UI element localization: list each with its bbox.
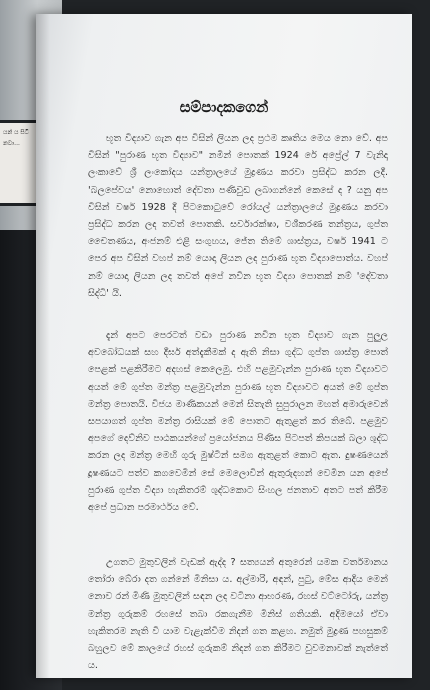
background-book-label: යන් ය සිටි නවා... [0, 120, 52, 206]
book-page [36, 14, 412, 678]
paragraph-3: උගතට මුතුවලින් වැඩක් ඇද්ද ? සත්‍යයන් අතුරෙන් යමක වර්තමානය තෝරා බේරා දත ගන්නේ මිනිසා ය. අල්මාරි, අඳන්, පුටු, මේස ආදිය මෙන් නොව රන් මිණි මුතුවලින් සඳන ලද වටිනා ආභරණ, රහස් වට්ටෝරු, යන්ත්‍ර මන්ත්‍ර ගුරුකම් රහසේ තබා රකගැනීම මිනිස් ගතියකි. අදිමයෝ ඒවා හැකිතරම නැති වී යාම වැළැක්වීම නිදන් ගත කළහ. නමුත් මුද්‍රණ පහසුකම් බහුලව මේ කාලයේ රහස් ගුරුකම් නිදන් ගත කිරීමට වුවමනාවක් නැත්තේ ය. [88, 557, 388, 672]
paragraph-1: භූත විද්‍යාව ගැන අප විසින් ලියන ලද ප්‍රථම කෘතිය මෙය නො වේ. අප විසින් "පුරාණ භූත විද්‍යාව" නමින් පොතක් 1924 රේ අප්‍රේල් 7 වැනිදා ලංකාවේ ශ්‍රී ලංකෝදය යන්ත්‍රාලයේ මුද්‍රණය කරවා ප්‍රසිද්ධ කරන ලදී. 'බලපේවය' නොහොත් දේවතා පණිවුඩ ලබාගන්නේ කෙසේ ද ? යනු අප විසින් වර්ෂ 1928 දී පිටකොටුවේ රෝයල් යන්ත්‍රාලයේ මුද්‍රණය කරවා ප්‍රසිද්ධ කරන ලද තවත් පොතකි. සර්වාරක්ෂා, වශීකරණ තන්ත්‍රය, ගුප්ත චෛතණය, අංජනම් එළි සංගුහය, ජේත තිමේ ශාස්ත්‍රය, වර්ෂ 1941 ට පෙර අප විසින් වහප් නම් යොදා ලියන ලද පුරාණ භූත විද්‍යාපොත්ය. වහප් නම් යොදා ලියන ලද තවත් අපේ නවීන භූත විද්‍යා පොතක් නම් 'දේවතා සිද්ධි' යි. [88, 133, 388, 299]
page-title: සම්පාදකගෙන් [179, 98, 269, 116]
paragraph-2: දැන් අපට පෙරටත් වඩා පුරාණ නවීන භූත විද්‍යාව ගැන පුලුල අවබෝධයක් සහ දීර්ඝ අත්දැකීමක් ද ඇති නිසා ගුද්ධ ගුප්ත ශාස්ත්‍ර පොත් පෙළක් පළකිරීමට අදහස් කෙලෙමු. එහි පළමුවැන්න පුරාණ භූත විද්‍යාවට අයත් මේ ගුප්ත මන්ත්‍ර පළමුවැන්න පුරාණ භූත විද්‍යාවට අයත් මේ ගුප්ත මන්ත්‍ර පොතයි. විජය මාණිකයන් මෙන් සිතැති සුපුරාලන මහත් අමාරුවෙන් සපයාගත් ගුප්ත මන්ත්‍ර රාසියක් මේ පොතට ඇතුළත් කර තිබේ. පළමුව අපගේ දෙව්නිව පාඨකයන්ගේ ප්‍රයෝජනය පිණිස පිටපත් කිපයක් බලා ශුද්ධ කරන ලද මන්ත්‍ර මෙහි ගුරු මුෂ්ටීන් සමග ඇතුළත් කොට ඇත. දුෂණයෙන් දූෂණයට පත්ව කගවෙමින් සේ මෙලොවින් ඇතුරුදහන් වෙමින යන අපේ පුරාණ ගුප්ත විද්‍යා හැකිතරම් ශුද්ධකොට සිංහල ජනතාව අතට පත් කිරීම අපේ ප්‍රධාන පරමාර්ථය වේ. [88, 330, 388, 514]
